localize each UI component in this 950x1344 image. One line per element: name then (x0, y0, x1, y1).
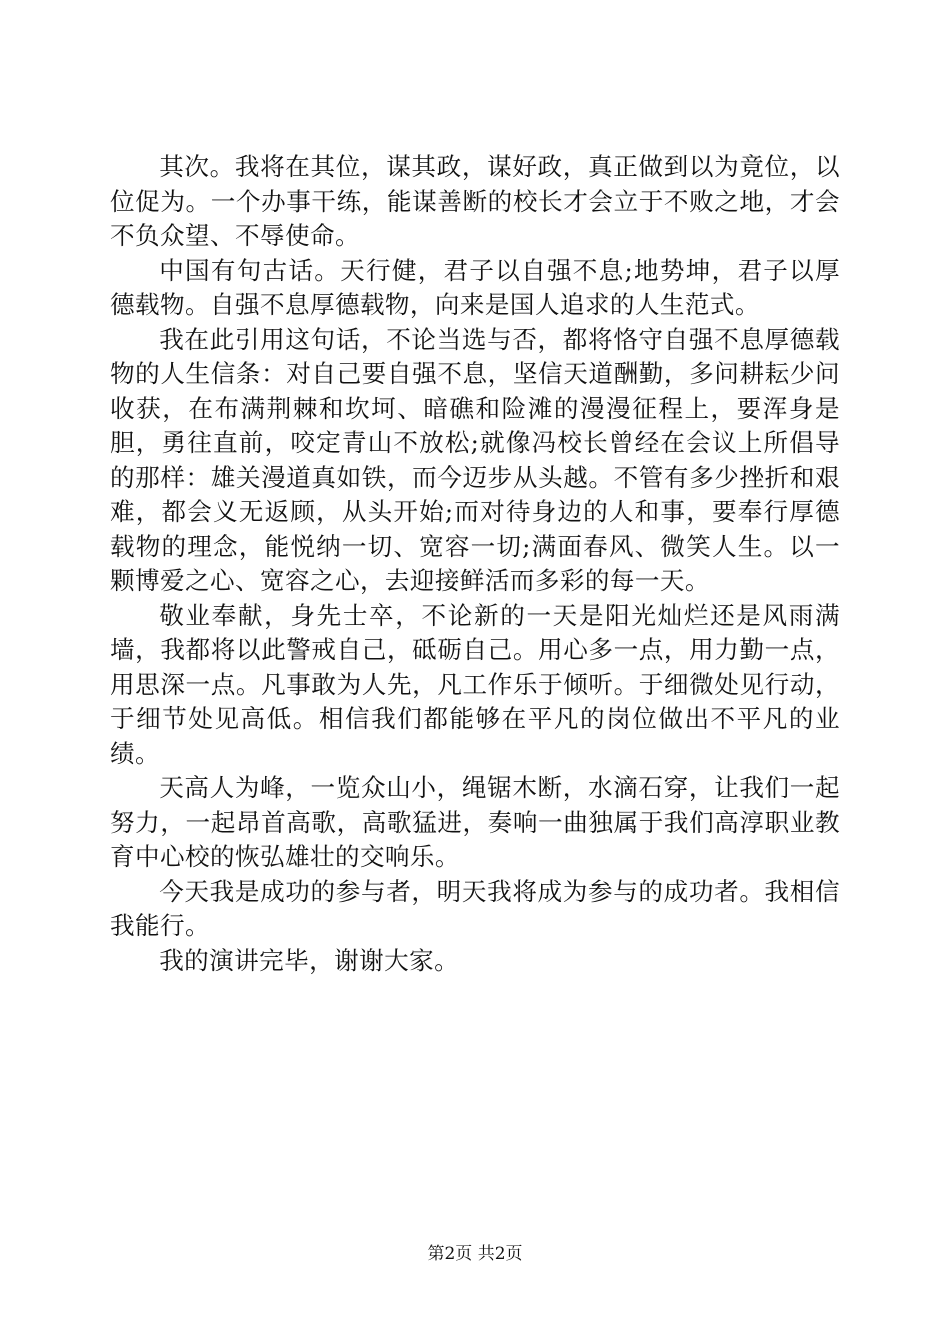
page-number-label: 第2页 共2页 (427, 1244, 523, 1264)
document-body (110, 150, 840, 978)
paragraph: 我的演讲完毕，谢谢大家。 (159, 945, 460, 975)
page-footer (0, 1242, 950, 1266)
paragraph: 中国有句古话。天行健，君子以自强不息;地势坤，君子以厚德载物。自强不息厚德载物，向来是国人追求的人生范式。 (110, 255, 840, 319)
paragraph: 敬业奉献，身先士卒，不论新的一天是阳光灿烂还是风雨满墙，我都将以此警戒自己，砥砺自己。用心多一点，用力勤一点，用思深一点。凡事敢为人先，凡工作乐于倾听。于细微处见行动，于细节处见高低。相信我们都能够在平凡的岗位做出不平凡的业绩。 (110, 600, 840, 768)
paragraph: 天高人为峰，一览众山小，绳锯木断，水滴石穿，让我们一起努力，一起昂首高歌，高歌猛进，奏响一曲独属于我们高淳职业教育中心校的恢弘雄壮的交响乐。 (110, 773, 840, 871)
paragraph: 其次。我将在其位，谋其政，谋好政，真正做到以为竟位，以位促为。一个办事干练，能谋善断的校长才会立于不败之地，才会不负众望、不辱使命。 (110, 152, 840, 250)
paragraph: 我在此引用这句话，不论当选与否，都将恪守自强不息厚德载物的人生信条：对自己要自强不息，坚信天道酬勤，多问耕耘少问收获，在布满荆棘和坎坷、暗礁和险滩的漫漫征程上，要浑身是胆，勇往直前，咬定青山不放松;就像冯校长曾经在会议上所倡导的那样：雄关漫道真如铁，而今迈步从头越。不管有多少挫折和艰难，都会义无返顾，从头开始;而对待身边的人和事，要奉行厚德载物的理念，能悦纳一切、宽容一切;满面春风、微笑人生。以一颗博爱之心、宽容之心，去迎接鲜活而多彩的每一天。 (110, 324, 840, 595)
paragraph: 今天我是成功的参与者，明天我将成为参与的成功者。我相信我能行。 (110, 876, 840, 940)
